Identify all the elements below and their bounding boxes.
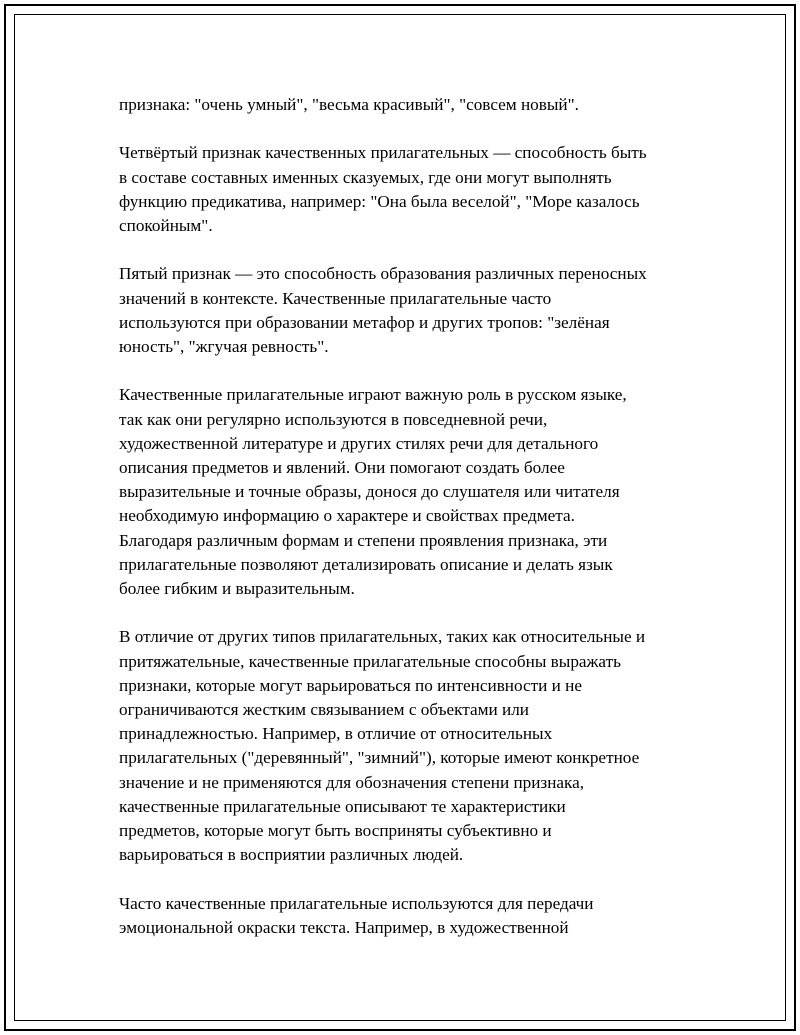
text-line: Благодаря различным формам и степени проявления признака, эти [119,530,608,550]
text-line: Часто качественные прилагательные используются для передачи [119,893,594,913]
text-line: предметов, которые могут быть восприняты субъективно и [119,821,552,841]
text-line: выразительные и точные образы, донося до слушателя или читателя [119,482,620,502]
text-line: эмоциональной окраски текста. Например, в художественной [119,917,569,937]
text-line: прилагательные позволяют детализировать описание и делать язык [119,554,613,574]
text-line: прилагательных ("деревянный", "зимний"), которые имеют конкретное [119,748,640,768]
text-line: качественные прилагательные описывают те характеристики [119,796,566,816]
text-line: описания предметов и явлений. Они помогают создать более [119,458,565,477]
text-line: значений в контексте. Качественные прилагательные часто [119,288,552,308]
text-line: более гибким и выразительным. [119,579,355,599]
text-line: признака: "очень умный", "весьма красивый", "совсем новый". [119,95,579,114]
text-line: функцию предикатива, например: "Она была веселой", "Море казалось [119,191,640,211]
text-line: ограничиваются жестким связыванием с объектами или [119,700,529,720]
text-line: художественной литературе и других стилях речи для детального [119,433,599,453]
document-body [119,93,719,964]
paragraph-5 [119,625,719,867]
paragraph-1 [119,93,719,117]
paragraph-3 [119,262,719,359]
text-line: варьироваться в восприятии различных людей. [119,845,464,865]
text-line: так как они регулярно используются в повседневной речи, [119,409,548,429]
text-line: необходимую информацию о характере и свойствах предмета. [119,506,575,526]
text-line: Четвёртый признак качественных прилагательных — способность быть [119,143,647,163]
text-line: юность", "жгучая ревность". [119,337,329,356]
text-line: в составе составных именных сказуемых, где они могут выполнять [119,167,612,187]
text-line: признаки, которые могут варьироваться по интенсивности и не [119,675,582,695]
paragraph-6 [119,892,719,940]
text-line: В отличие от других типов прилагательных, таких как относительные и [119,627,646,647]
text-line: значение и не применяются для обозначения степени признака, [119,772,585,792]
paragraph-4 [119,383,719,601]
text-line: Качественные прилагательные играют важную роль в русском языке, [119,385,627,405]
paragraph-2 [119,141,719,238]
text-line: Пятый признак — это способность образования различных переносных [119,264,647,284]
text-line: спокойным". [119,216,213,235]
text-line: притяжательные, качественные прилагательные способны выражать [119,651,621,671]
text-line: используются при образовании метафор и других тропов: "зелёная [119,312,610,332]
text-line: принадлежностью. Например, в отличие от относительных [119,724,553,744]
